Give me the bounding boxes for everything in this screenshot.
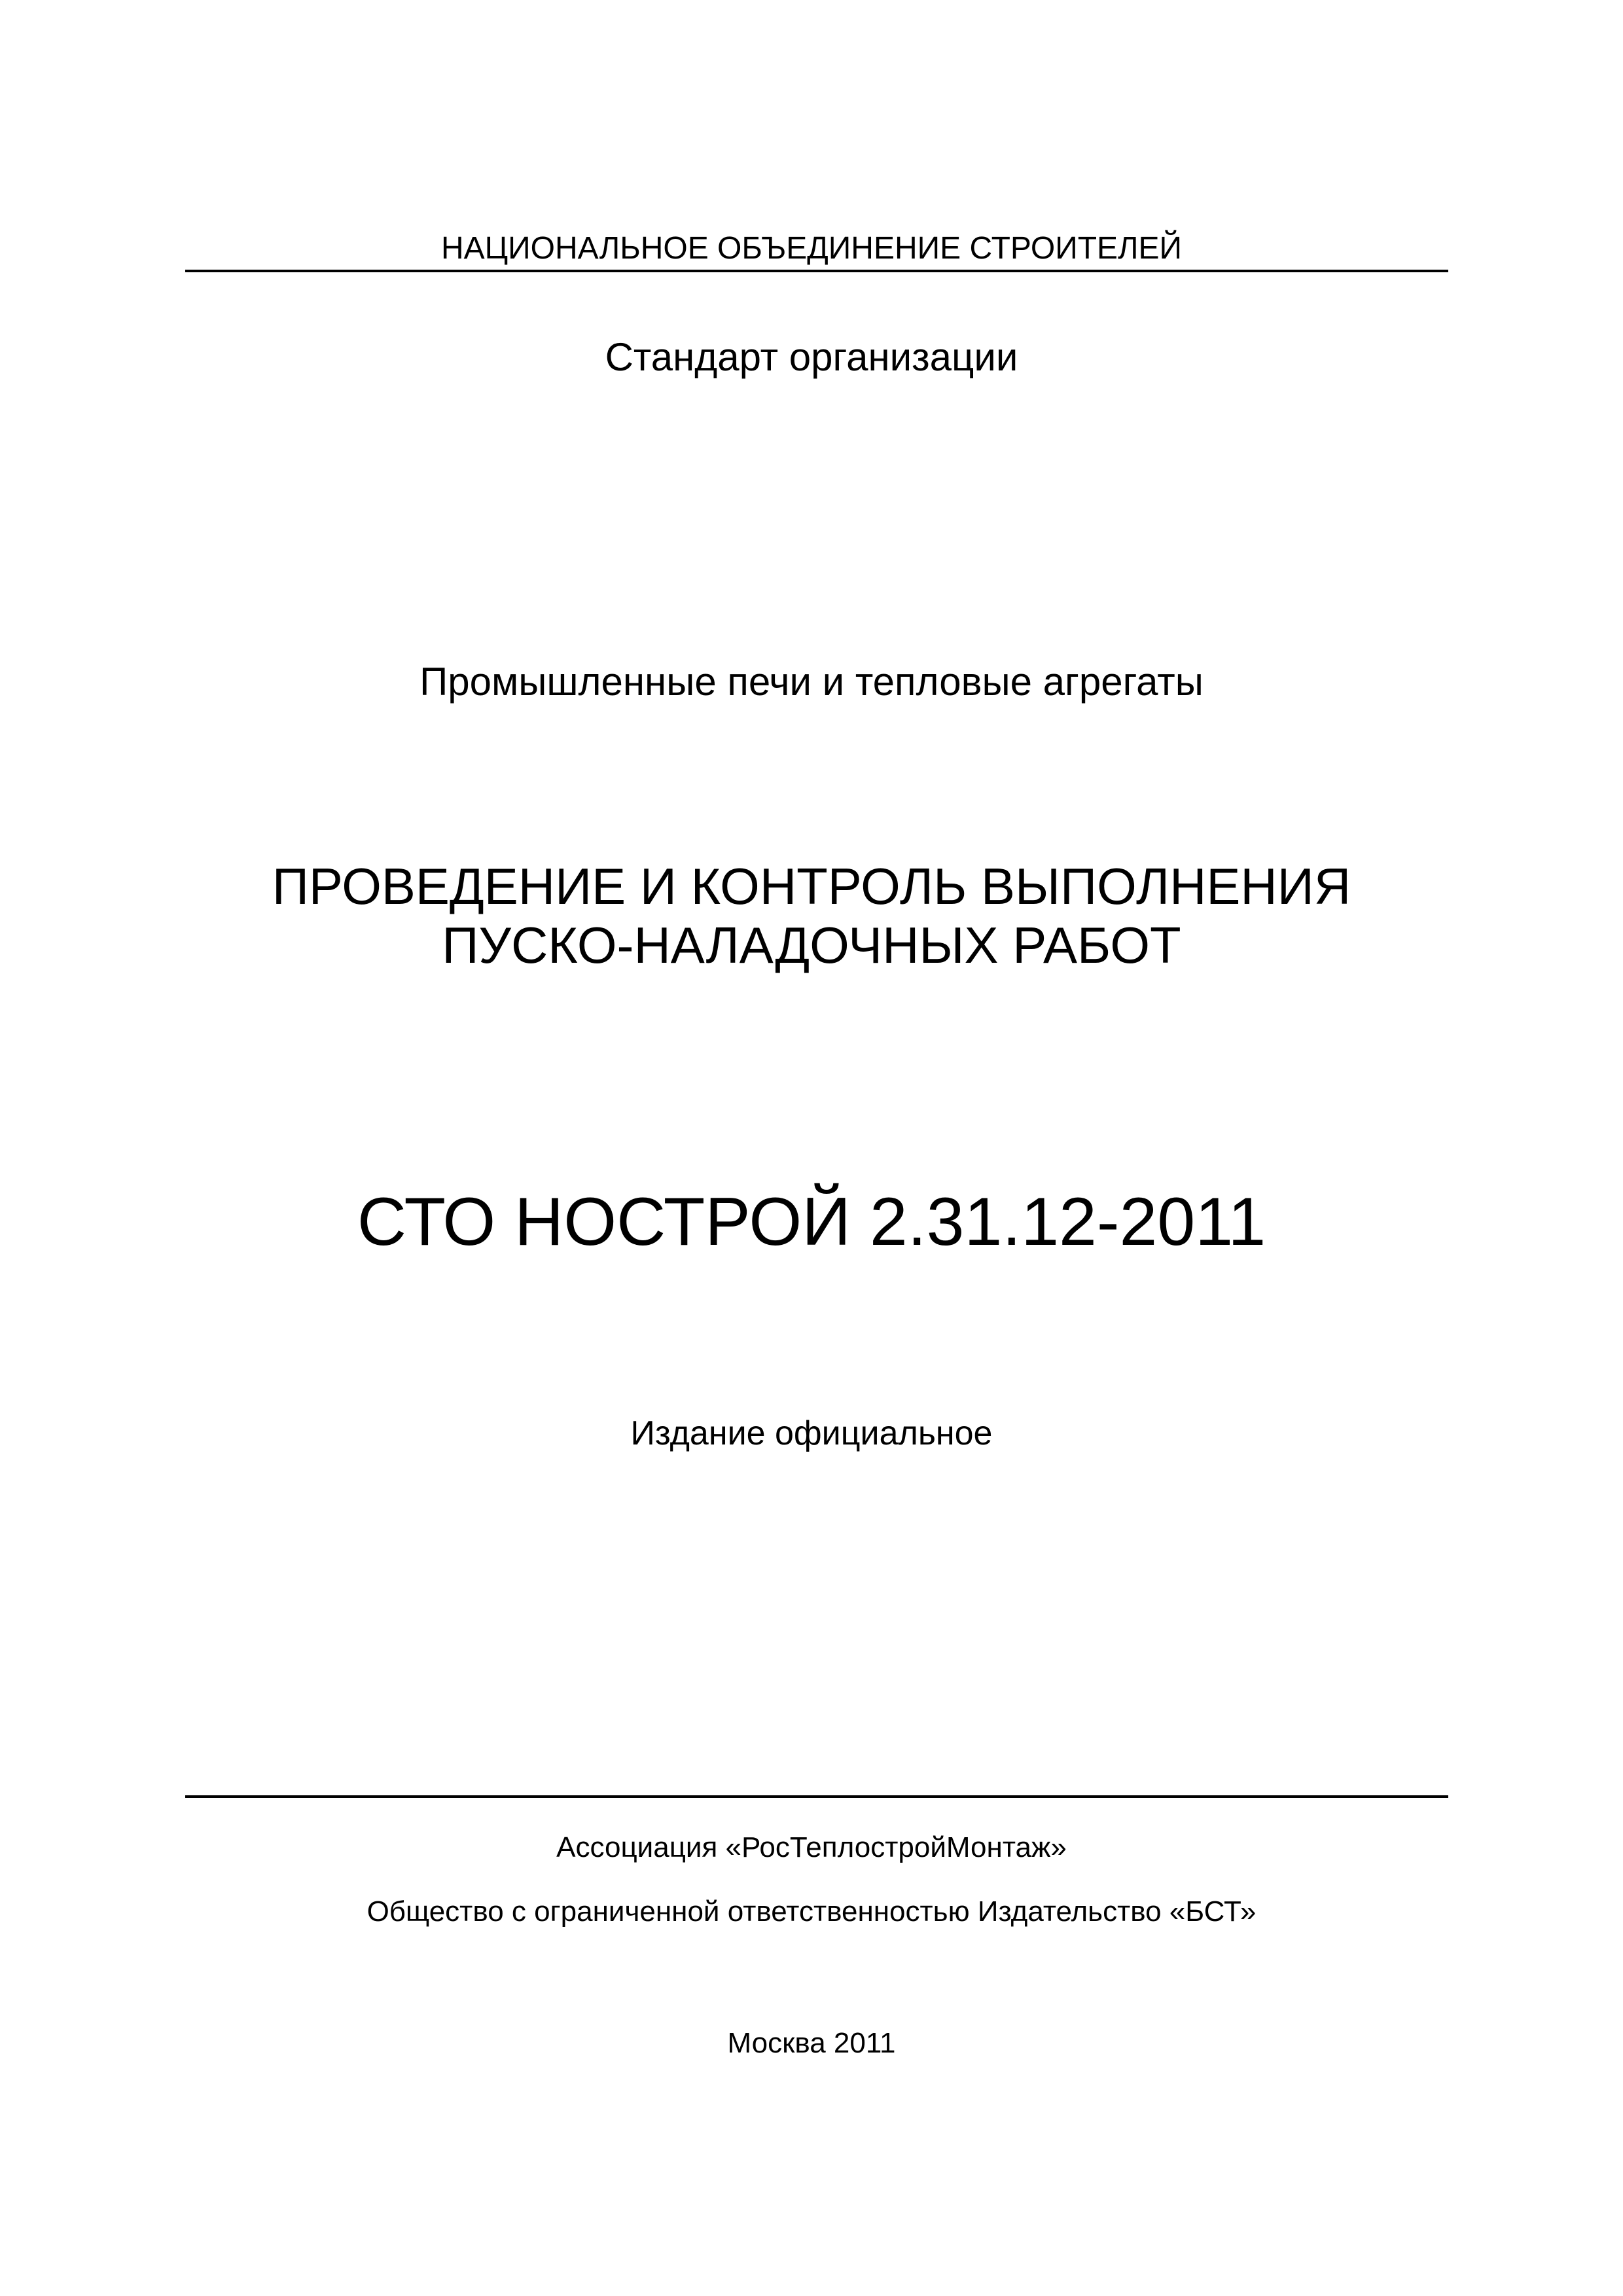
publisher-association: Ассоциация «РосТеплостройМонтаж» — [556, 1831, 1067, 1863]
organization-name: НАЦИОНАЛЬНОЕ ОБЪЕДИНЕНИЕ СТРОИТЕЛЕЙ — [440, 231, 1183, 266]
place-and-year: Москва 2011 — [727, 2027, 896, 2059]
document-title-line-1: ПРОВЕДЕНИЕ И КОНТРОЛЬ ВЫПОЛНЕНИЯ — [272, 857, 1351, 915]
footer-divider — [185, 1795, 1448, 1798]
edition-note: Издание официальное — [630, 1414, 993, 1452]
document-title-line-2: ПУСКО-НАЛАДОЧНЫХ РАБОТ — [442, 916, 1181, 974]
subject-area: Промышленные печи и тепловые агрегаты — [419, 660, 1204, 704]
document-code: СТО НОСТРОЙ 2.31.12-2011 — [357, 1184, 1266, 1260]
header-divider — [185, 270, 1448, 272]
standard-type: Стандарт организации — [605, 335, 1018, 379]
publisher-company: Общество с ограниченной ответственностью Издательство «БСТ» — [366, 1895, 1257, 1928]
